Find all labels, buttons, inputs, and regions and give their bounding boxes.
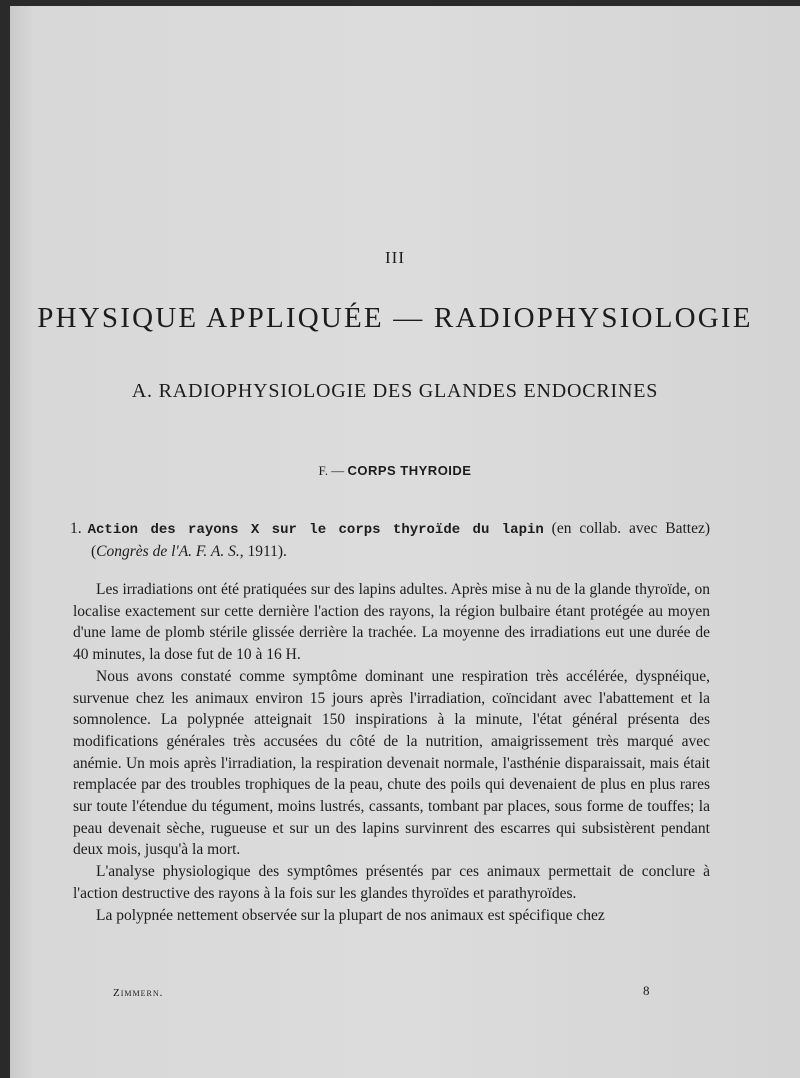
subsection-label: CORPS THYROIDE — [347, 463, 472, 478]
subsection-prefix: F. — — [318, 463, 345, 478]
entry-source: Congrès de l'A. F. A. S. — [96, 543, 240, 560]
paragraph: La polypnée nettement observée sur la plupart de nos animaux est spécifique chez — [96, 906, 605, 924]
entry-title: Action des rayons X sur le corps thyroïde du lapin — [87, 522, 544, 538]
section-number: III — [385, 248, 405, 267]
entry-year: , 1911). — [239, 543, 287, 560]
subsection-heading — [10, 463, 780, 479]
chapter-title: PHYSIQUE APPLIQUÉE — RADIOPHYSIOLOGIE — [37, 302, 753, 334]
paragraph: Les irradiations ont été pratiquées sur des lapins adultes. Après mise à nu de la glande thyroïde, on localise exactement sur cette dernière l'action des rayons, la région bulbaire étant protégée au moyen d'une lame de plomb stérile glissée derrière la trachée. La moyenne des irradiations eut une durée de 40 minutes, la dose fut de 10 à 16 H. — [73, 581, 710, 664]
entry-source-line — [70, 541, 710, 563]
paragraph: Nous avons constaté comme symptôme dominant une respiration très accélérée, dyspnéique, survenue chez les animaux environ 15 jours après l'irradiation, coïncidant avec l'abattement et la somnolence. La polypnée atteignait 150 inspirations à la minute, l'état général présenta des modifications générales très accusées du côté de la nutrition, amaigrissement très marqué avec anémie. Un mois après l'irradiation, la respiration devenait normale, l'asthénie disparaissait, mais était remplacée par des troubles trophiques de la peau, chute des poils qui devenaient de plus en plus rares sur toute l'étendue du tégument, moins lustrés, cassants, tombant par places, sous forme de touffes; la peau devenait sèche, rugueuse et sur un des lapins survinrent des escarres qui subsistèrent pendant deux mois, jusqu'à la mort. — [73, 667, 710, 859]
body-text — [73, 579, 710, 926]
entry-first-line — [70, 518, 710, 541]
publication-entry — [70, 518, 710, 563]
page-number: 8 — [643, 983, 650, 998]
paragraph: L'analyse physiologique des symptômes présentés par ces animaux permettait de conclure à l'action destructive des rayons à la fois sur les glandes thyroïdes et parathyroïdes. — [73, 863, 710, 902]
document-page — [10, 6, 800, 1078]
section-subtitle: A. RADIOPHYSIOLOGIE DES GLANDES ENDOCRINES — [131, 380, 659, 402]
entry-collab: (en collab. avec Battez) — [551, 520, 711, 537]
entry-paren-open: ( — [91, 543, 97, 560]
footer-author: Zimmern. — [113, 987, 164, 999]
entry-number: 1. — [70, 520, 82, 537]
